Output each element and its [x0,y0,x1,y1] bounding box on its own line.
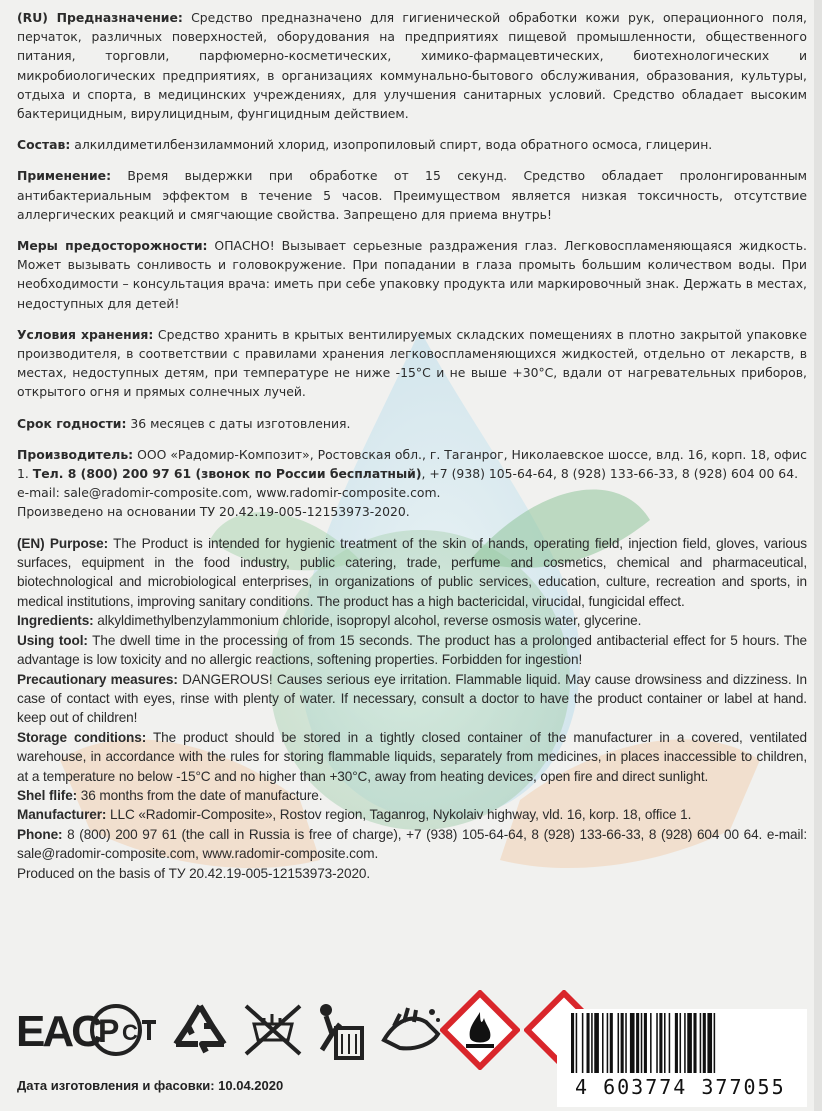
ru-purpose-label: (RU) Предназначение: [17,10,183,25]
no-food-icon [238,1000,308,1060]
ru-shelf-text: 36 месяцев с даты изготовления. [126,415,351,431]
ru-composition-text: алкилдиметилбензиламмоний хлорид, изопропиловый спирт, вода обратного осмоса, глицерин. [70,137,713,153]
recycle-icon [166,1000,234,1060]
ru-shelf-life [17,414,807,433]
barcode-digits: 4 603774 377055 [575,1075,786,1099]
svg-text:P: P [98,1013,120,1049]
production-date: Дата изготовления и фасовки: 10.04.2020 [17,1078,284,1093]
en-using-label: Using tool: [17,632,88,648]
en-text-block [17,534,807,883]
ru-usage-label: Применение: [17,168,112,184]
ru-precautions [17,236,807,313]
ru-manufacturer [17,445,807,483]
ru-purpose [17,8,807,123]
flame-hazard-icon [440,990,520,1070]
en-purpose-label: (EN) Purpose: [17,535,109,551]
en-storage-label: Storage conditions: [17,729,147,745]
ru-composition [17,135,807,154]
en-phone [17,825,807,864]
en-using-text: The dwell time in the processing of from 15 seconds. The product has a prolonged antibacterial effect for 5 hours. The advantage is low toxicity and no allergic reactions, softening properties. Forbidden for ingestion! [17,632,807,668]
en-manufacturer-text: LLC «Radomir-Composite», Rostov region, Taganrog, Nykolaiv highway, vld. 16, korp. 18, office 1. [106,807,692,823]
ru-shelf-label: Срок годности: [17,415,127,431]
barcode [557,1009,807,1107]
en-manufacturer [17,805,807,824]
en-storage-text: The product should be stored in a tightly closed container of the manufacturer in a covered, ventilated warehouse, in accordance with the rules for storing flammable liquids, separately from medicines, in places inaccessible to children, at a temperature no below -15°C and no higher than +30°C, away from heating devices, open fire and direct sunlight. [17,729,807,784]
hand-wash-icon [376,1000,446,1060]
en-precautions-label: Precautionary measures: [17,671,178,687]
ru-storage-text: Средство хранить в крытых вентилируемых складских помещениях в плотно закрытой упаковке производителя, в соответствии с правилами хранения легковоспламеняющихся жидкостей, отдельно от лекарств, в местах, недоступных детям, при температуре не ниже -15°С и не выше +30°С, вдали от нагревательных приборов, открытого огня и прямых солнечных лучей. [17,326,807,400]
ru-composition-label: Состав: [17,137,71,153]
rst-mark-icon [84,1000,164,1060]
en-shelf-life [17,786,807,805]
eac-mark: EAC [16,1007,100,1056]
ru-manufacturer-text: ООО «Радомир-Композит», Ростовская обл., г. Таганрог, Николаевское шоссе, влд. 16, корп. 18, офис 1. [17,446,807,482]
en-storage [17,728,807,786]
ru-phone-text: , +7 (938) 105-64-64, 8 (928) 133-66-33, 8 (928) 604 00 64. [421,466,799,482]
en-basis: Produced on the basis of ТУ 20.42.19-005-12153973-2020. [17,865,371,881]
svg-text:C: C [122,1020,138,1045]
ru-storage-label: Условия хранения: [17,326,154,342]
en-precautions-text: DANGEROUS! Causes serious eye irritation. Flammable liquid. May cause drowsiness and dizziness. In case of contact with eyes, rinse with plenty of water. If necessary, consult a doctor to have the product container or label at hand. keep out of children! [17,671,808,726]
ru-email: e-mail: sale@radomir-composite.com, www.radomir-composite.com. [17,485,441,501]
en-ingredients-label: Ingredients: [17,613,94,629]
en-shelf-label: Shel flife: [17,787,78,803]
ru-phone-label: Тел. 8 (800) 200 97 61 (звонок по России бесплатный) [32,466,422,482]
barcode-bars [557,1009,807,1079]
ru-storage [17,325,807,402]
trash-bin-icon [312,1000,368,1062]
ru-manufacturer-label: Производитель: [17,446,134,462]
en-manufacturer-label: Manufacturer: [17,807,107,823]
ru-precautions-text: ОПАСНО! Вызывает серьезные раздражения глаз. Легковоспламеняющаяся жидкость. Может вызывать сонливость и головокружение. При попадании в глаза промыть большим количеством воды. При необходимости – консультация врача: иметь при себе упаковку продукта или маркировочный знак. Держать в местах, недоступных для детей! [17,238,807,311]
ru-purpose-text: Средство предназначено для гигиенической обработки кожи рук, операционного поля, перчаток, различных поверхностей, оборудования на предприятиях пищевой промышленности, общественного питания, торговли, парфюмерно-косметических, химико-фармацевтических, биотехнологических и микробиологических предприятиях, в организациях коммунально-бытового обслуживания, образования, культуры, отдыха и спорта, в медицинских учреждениях, для улучшения санитарных условий. Средство обладает высоким бактерицидным, вирулицидным, фунгицидным действием. [17,10,807,122]
en-using [17,631,807,670]
ru-usage [17,166,807,224]
en-precautions [17,670,807,728]
en-ingredients-text: alkyldimethylbenzylammonium chloride, isopropyl alcohol, reverse osmosis water, glycerine. [93,613,642,629]
en-purpose [17,534,807,612]
label-text-block [17,8,807,883]
ru-usage-text: Время выдержки при обработке от 15 секунд. Средство обладает пролонгированным антибактериальным эффектом в течение 5 часов. Преимуществом является низкая токсичность, отсутствие аллергических реакций и смягчающие свойства. Запрещено для приема внутрь! [17,168,807,222]
ru-basis: Произведено на основании ТУ 20.42.19-005-12153973-2020. [17,504,410,520]
en-phone-label: Phone: [17,826,63,842]
en-purpose-text: The Product is intended for hygienic treatment of the skin of hands, operating field, injection field, gloves, various surfaces, equipment in the food industry, public catering, trade, perfume and cosmetics, chemical and pharmaceutical, biotechnological and microbiological enterprises, in organizations of public services, education, culture, recreation and sports, in medical institutions, improving sanitary conditions. The product has a high bactericidal, virucidal, fungicidal effect. [17,535,807,609]
ru-precautions-label: Меры предосторожности: [17,238,208,254]
en-ingredients [17,611,807,630]
en-phone-text: 8 (800) 200 97 61 (the call in Russia is free of charge), +7 (938) 105-64-64, 8 (928) 133-66-33, 8 (928) 604 00 64. e-mail: sale@radomir-composite.com, www.radomir-composite.com. [17,826,807,862]
en-shelf-text: 36 months from the date of manufacture. [77,787,323,803]
